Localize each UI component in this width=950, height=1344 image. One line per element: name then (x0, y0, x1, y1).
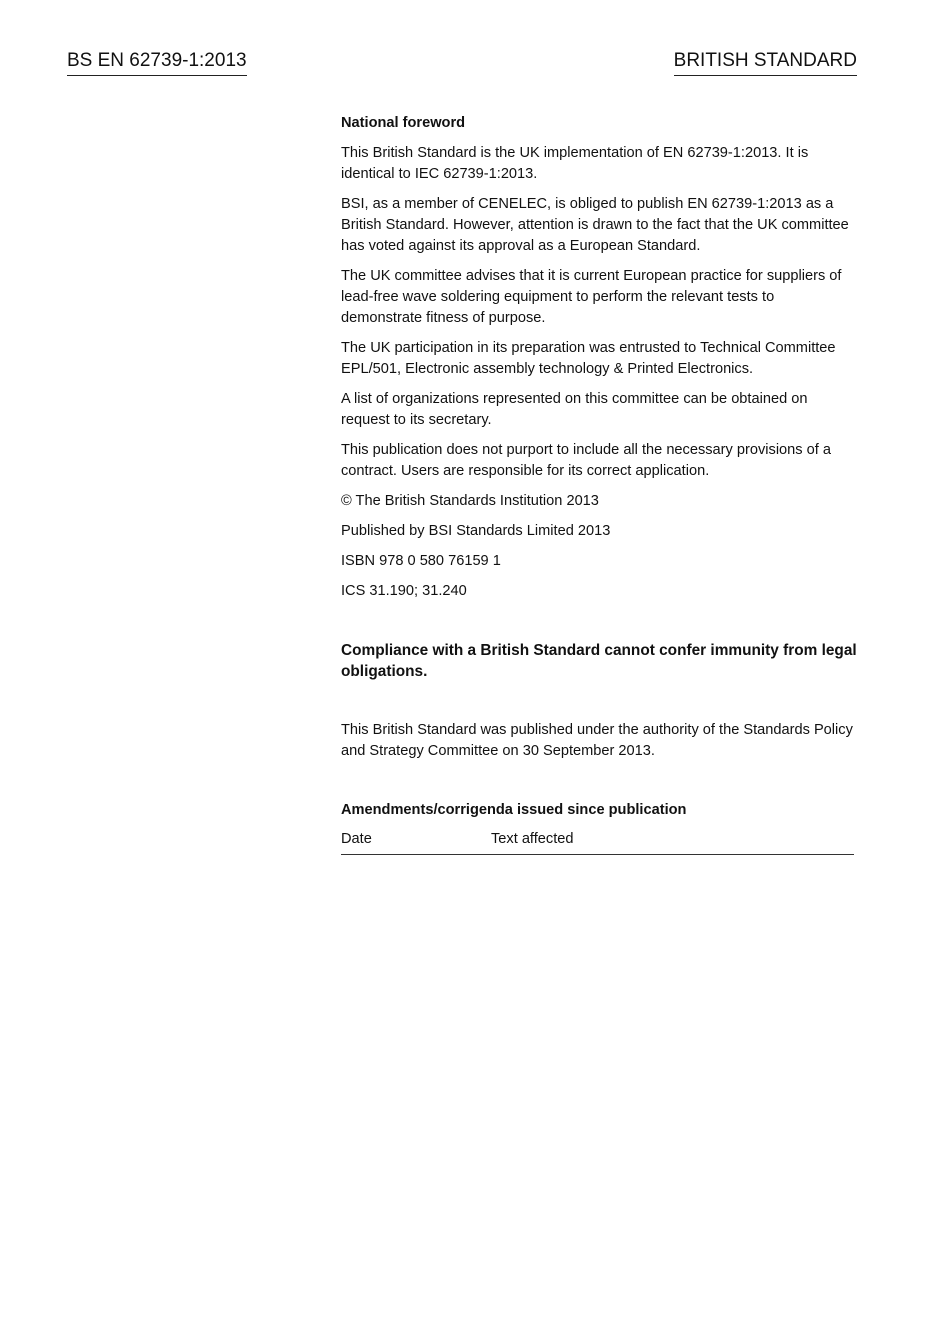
table-header-row (341, 829, 854, 855)
foreword-paragraph: This British Standard is the UK implementation of EN 62739-1:2013. It is identical to IEC 62739-1:2013. (341, 145, 809, 182)
national-foreword-section (341, 113, 857, 855)
foreword-paragraph: A list of organizations represented on this committee can be obtained on request to its secretary. (341, 391, 808, 428)
compliance-notice: Compliance with a British Standard cannot confer immunity from legal obligations. (341, 642, 857, 680)
publisher-line: Published by BSI Standards Limited 2013 (341, 523, 611, 539)
series-label: BRITISH STANDARD (674, 48, 857, 76)
foreword-paragraph: BSI, as a member of CENELEC, is obliged to publish EN 62739-1:2013 as a British Standard. However, attention is drawn to the fact that the UK committee has voted against its approval as a European Standard. (341, 196, 849, 254)
column-header-date: Date (341, 829, 491, 855)
column-header-text-affected: Text affected (491, 829, 854, 855)
section-title: National foreword (341, 115, 466, 131)
copyright-line: © The British Standards Institution 2013 (341, 493, 599, 509)
foreword-paragraph: The UK committee advises that it is current European practice for suppliers of lead-free wave soldering equipment to perform the relevant tests to demonstrate fitness of purpose. (341, 268, 842, 326)
amendments-title: Amendments/corrigenda issued since publication (341, 802, 687, 818)
amendments-table (341, 829, 854, 855)
authority-statement: This British Standard was published under the authority of the Standards Policy and Strategy Committee on 30 September 2013. (341, 722, 853, 759)
ics-line: ICS 31.190; 31.240 (341, 583, 467, 599)
foreword-paragraph: The UK participation in its preparation was entrusted to Technical Committee EPL/501, Electronic assembly technology & Printed Electronics. (341, 340, 836, 377)
foreword-paragraph: This publication does not purport to include all the necessary provisions of a contract. Users are responsible for its correct application. (341, 442, 831, 479)
isbn-line: ISBN 978 0 580 76159 1 (341, 553, 501, 569)
standard-number: BS EN 62739-1:2013 (67, 48, 247, 76)
